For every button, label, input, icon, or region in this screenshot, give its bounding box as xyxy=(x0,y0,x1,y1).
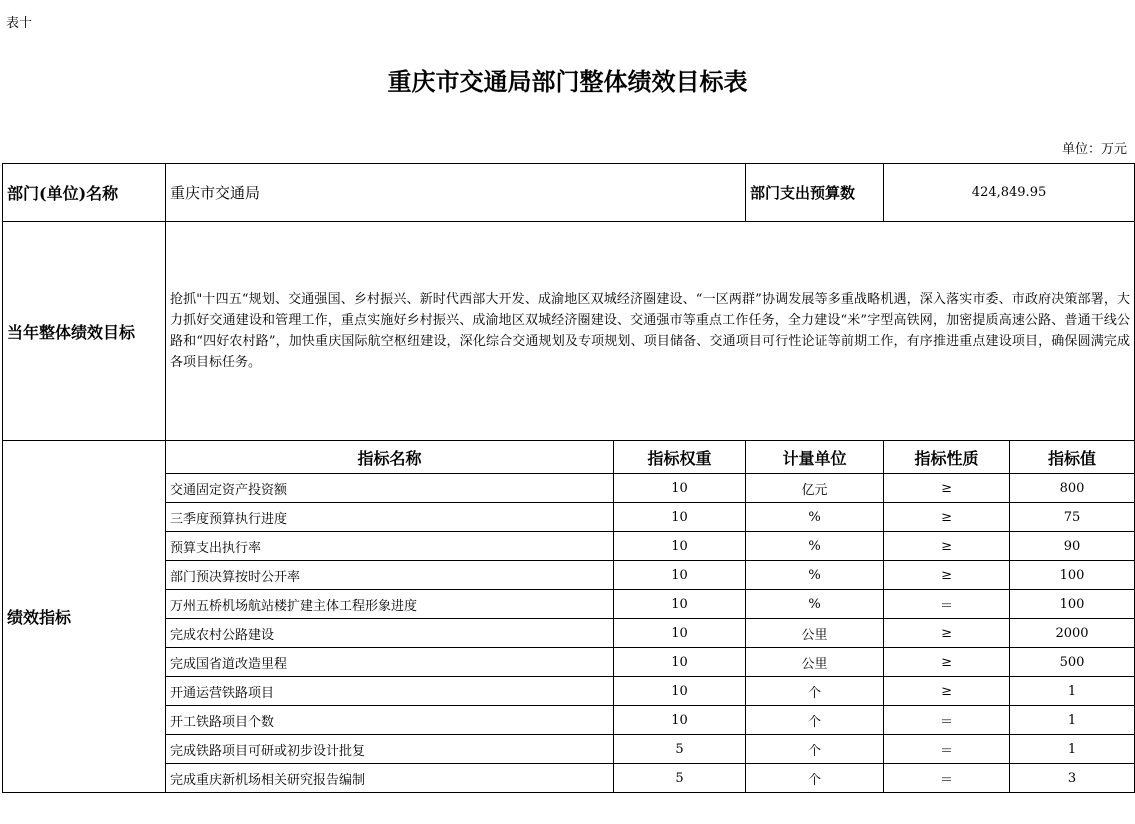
page-title: 重庆市交通局部门整体绩效目标表 xyxy=(387,67,748,96)
table-row xyxy=(3,648,1135,677)
indicators-label: 绩效指标 xyxy=(3,441,166,793)
indicator-header-row xyxy=(3,441,1135,474)
budget-label: 部门支出预算数 xyxy=(746,164,884,222)
indicator-weight: 10 xyxy=(614,532,746,561)
dept-name-value: 重庆市交通局 xyxy=(166,164,746,222)
indicator-nature: ≥ xyxy=(884,648,1010,677)
performance-table xyxy=(2,163,1135,793)
indicator-nature: ＝ xyxy=(884,706,1010,735)
indicator-value: 800 xyxy=(1010,474,1135,503)
indicator-weight: 10 xyxy=(614,474,746,503)
indicator-nature: ＝ xyxy=(884,764,1010,793)
indicator-name: 预算支出执行率 xyxy=(166,532,614,561)
indicator-weight: 5 xyxy=(614,764,746,793)
indicator-weight: 10 xyxy=(614,677,746,706)
unit-label: 单位：万元 xyxy=(1061,142,1127,157)
indicator-weight: 5 xyxy=(614,735,746,764)
table-row xyxy=(3,764,1135,793)
table-row xyxy=(3,677,1135,706)
indicator-value: 2000 xyxy=(1010,619,1135,648)
indicator-value: 1 xyxy=(1010,706,1135,735)
indicator-value: 100 xyxy=(1010,590,1135,619)
indicator-unit: 个 xyxy=(746,706,884,735)
indicator-value: 1 xyxy=(1010,735,1135,764)
indicator-name: 完成铁路项目可研或初步设计批复 xyxy=(166,735,614,764)
header-name: 指标名称 xyxy=(166,441,614,474)
indicator-name: 万州五桥机场航站楼扩建主体工程形象进度 xyxy=(166,590,614,619)
table-row xyxy=(3,561,1135,590)
indicator-weight: 10 xyxy=(614,503,746,532)
header-nature: 指标性质 xyxy=(884,441,1010,474)
indicator-unit: 亿元 xyxy=(746,474,884,503)
indicator-name: 部门预决算按时公开率 xyxy=(166,561,614,590)
indicator-value: 100 xyxy=(1010,561,1135,590)
indicator-weight: 10 xyxy=(614,561,746,590)
indicator-weight: 10 xyxy=(614,619,746,648)
indicator-value: 500 xyxy=(1010,648,1135,677)
indicator-unit: 公里 xyxy=(746,619,884,648)
table-row xyxy=(3,503,1135,532)
indicator-nature: ≥ xyxy=(884,677,1010,706)
table-row xyxy=(3,706,1135,735)
indicator-unit: 公里 xyxy=(746,648,884,677)
indicator-nature: ＝ xyxy=(884,735,1010,764)
indicator-unit: 个 xyxy=(746,677,884,706)
indicator-value: 75 xyxy=(1010,503,1135,532)
table-number: 表十 xyxy=(6,16,33,31)
header-value: 指标值 xyxy=(1010,441,1135,474)
indicator-unit: % xyxy=(746,590,884,619)
header-weight: 指标权重 xyxy=(614,441,746,474)
dept-name-label: 部门(单位)名称 xyxy=(3,164,166,222)
indicator-name: 完成农村公路建设 xyxy=(166,619,614,648)
indicator-weight: 10 xyxy=(614,648,746,677)
indicator-unit: 个 xyxy=(746,735,884,764)
indicator-name: 三季度预算执行进度 xyxy=(166,503,614,532)
indicator-value: 90 xyxy=(1010,532,1135,561)
goal-text: 抢抓"十四五“规划、交通强国、乡村振兴、新时代西部大开发、成渝地区双城经济圈建设、“一区两群”协调发展等多重战略机遇，深入落实市委、市政府决策部署，大力抓好交通建设和管理工作，重点实施好乡村振兴、成渝地区双城经济圈建设、交通强市等重点工作任务，全力建设“米”字型高铁网，加密提质高速公路、普通干线公路和“四好农村路”，加快重庆国际航空枢纽建设，深化综合交通规划及专项规划、项目储备、交通项目可行性论证等前期工作，有序推进重点建设项目，确保圆满完成各项目标任务。 xyxy=(166,222,1135,441)
goal-label: 当年整体绩效目标 xyxy=(3,222,166,441)
indicator-unit: % xyxy=(746,503,884,532)
indicator-value: 3 xyxy=(1010,764,1135,793)
budget-value: 424,849.95 xyxy=(884,164,1135,222)
indicator-nature: ≥ xyxy=(884,561,1010,590)
dept-row xyxy=(3,164,1135,222)
indicator-unit: 个 xyxy=(746,764,884,793)
indicator-name: 开通运营铁路项目 xyxy=(166,677,614,706)
indicator-name: 完成国省道改造里程 xyxy=(166,648,614,677)
indicator-nature: ≥ xyxy=(884,503,1010,532)
indicator-name: 完成重庆新机场相关研究报告编制 xyxy=(166,764,614,793)
indicator-nature: ＝ xyxy=(884,590,1010,619)
goal-row xyxy=(3,222,1135,441)
indicator-weight: 10 xyxy=(614,590,746,619)
table-row xyxy=(3,474,1135,503)
indicator-unit: % xyxy=(746,532,884,561)
table-row xyxy=(3,532,1135,561)
indicator-value: 1 xyxy=(1010,677,1135,706)
header-unit: 计量单位 xyxy=(746,441,884,474)
indicator-nature: ≥ xyxy=(884,474,1010,503)
indicator-nature: ≥ xyxy=(884,532,1010,561)
table-row xyxy=(3,619,1135,648)
indicator-nature: ≥ xyxy=(884,619,1010,648)
indicator-name: 开工铁路项目个数 xyxy=(166,706,614,735)
indicator-weight: 10 xyxy=(614,706,746,735)
table-row xyxy=(3,590,1135,619)
table-row xyxy=(3,735,1135,764)
indicator-name: 交通固定资产投资额 xyxy=(166,474,614,503)
indicator-unit: % xyxy=(746,561,884,590)
